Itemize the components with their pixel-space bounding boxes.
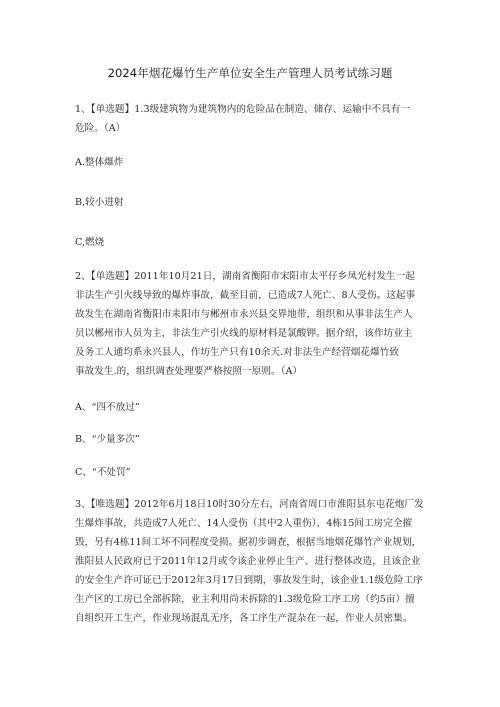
document-title: 2024年烟花爆竹生产单位安全生产管理人员考试练习题 <box>107 66 393 80</box>
question-2-line-2: 非法生产引火线导致的爆炸事故，截至目前，已造成7人死亡、8人受伤。这起事 <box>75 290 416 301</box>
question-3-text <box>75 495 430 628</box>
question-3-line-4: 淮阳县人民政府已于2011年12月或令该企业停止生产、进行整体改造，且该企业 <box>75 556 421 567</box>
question-2-line-3: 故发生在湖南省衡阳市耒阳市与郴州市永兴县交界地带，组织和从事非法生产人 <box>75 309 413 320</box>
question-3-line-1: 3、【唯选题】2012年6月18日10时30分左右，河南省周口市淮阳县东屯花炮厂发 <box>75 499 424 510</box>
question-3-line-7: 自组织开工生产，作业现场混乱无序，各工序生产混杂在一起，作业人员密集。 <box>75 613 413 624</box>
question-1-line-1: 1、【单选题】1.3级建筑物为建筑物内的危险品在制造、储存、运输中不具有一 <box>75 104 411 115</box>
question-2-line-5: 及务工人通均系永兴县人，作坊生产只有10余天.对非法生产经营烟花爆竹致 <box>75 347 400 358</box>
question-3-line-3: 毁，另有4栋11间工坏不同程度受损。据初步调查，根据当地烟花爆竹产业规划， <box>75 537 422 548</box>
question-3-line-5: 的安全生产许可证已于2012年3月17日到期，事故发生时，该企业1.1级危险工序 <box>75 575 423 586</box>
question-1-option-a: A.整体爆炸 <box>75 157 124 168</box>
question-3-line-2: 生爆炸事故，共造成7人死亡、14人受伤（其中2人重伤），4栋15间工房完全摧 <box>75 518 413 529</box>
question-1-line-2: 危险。（A） <box>75 123 126 134</box>
question-2-line-4: 员以郴州市人员为主，非法生产引火线的原材料是氯酸钾。据介绍，该作坊业主 <box>75 328 413 339</box>
question-2-line-6: 事故发生.的，组织调查处理要严格按照一原则。（A） <box>75 366 303 377</box>
question-2-option-c: C、“不处罚” <box>75 467 131 478</box>
question-2-line-1: 2、【单选题】2011年10月21日，湖南省衡阳市宋阳市太平仔乡凤光村发生一起 <box>75 271 415 282</box>
question-1-text <box>75 100 430 138</box>
question-1-option-c: C,燃烧 <box>75 237 105 248</box>
question-3-line-6: 生产区的工房已全部拆除，业主利用尚未拆除的1.3级危险工序工房（约5亩）擅 <box>75 594 415 605</box>
question-1-option-b: B,较小进射 <box>75 197 124 208</box>
question-2-option-b: B、“少量多次” <box>75 434 140 445</box>
question-2-text <box>75 267 430 381</box>
question-2-option-a: A、“四不放过” <box>75 402 140 413</box>
